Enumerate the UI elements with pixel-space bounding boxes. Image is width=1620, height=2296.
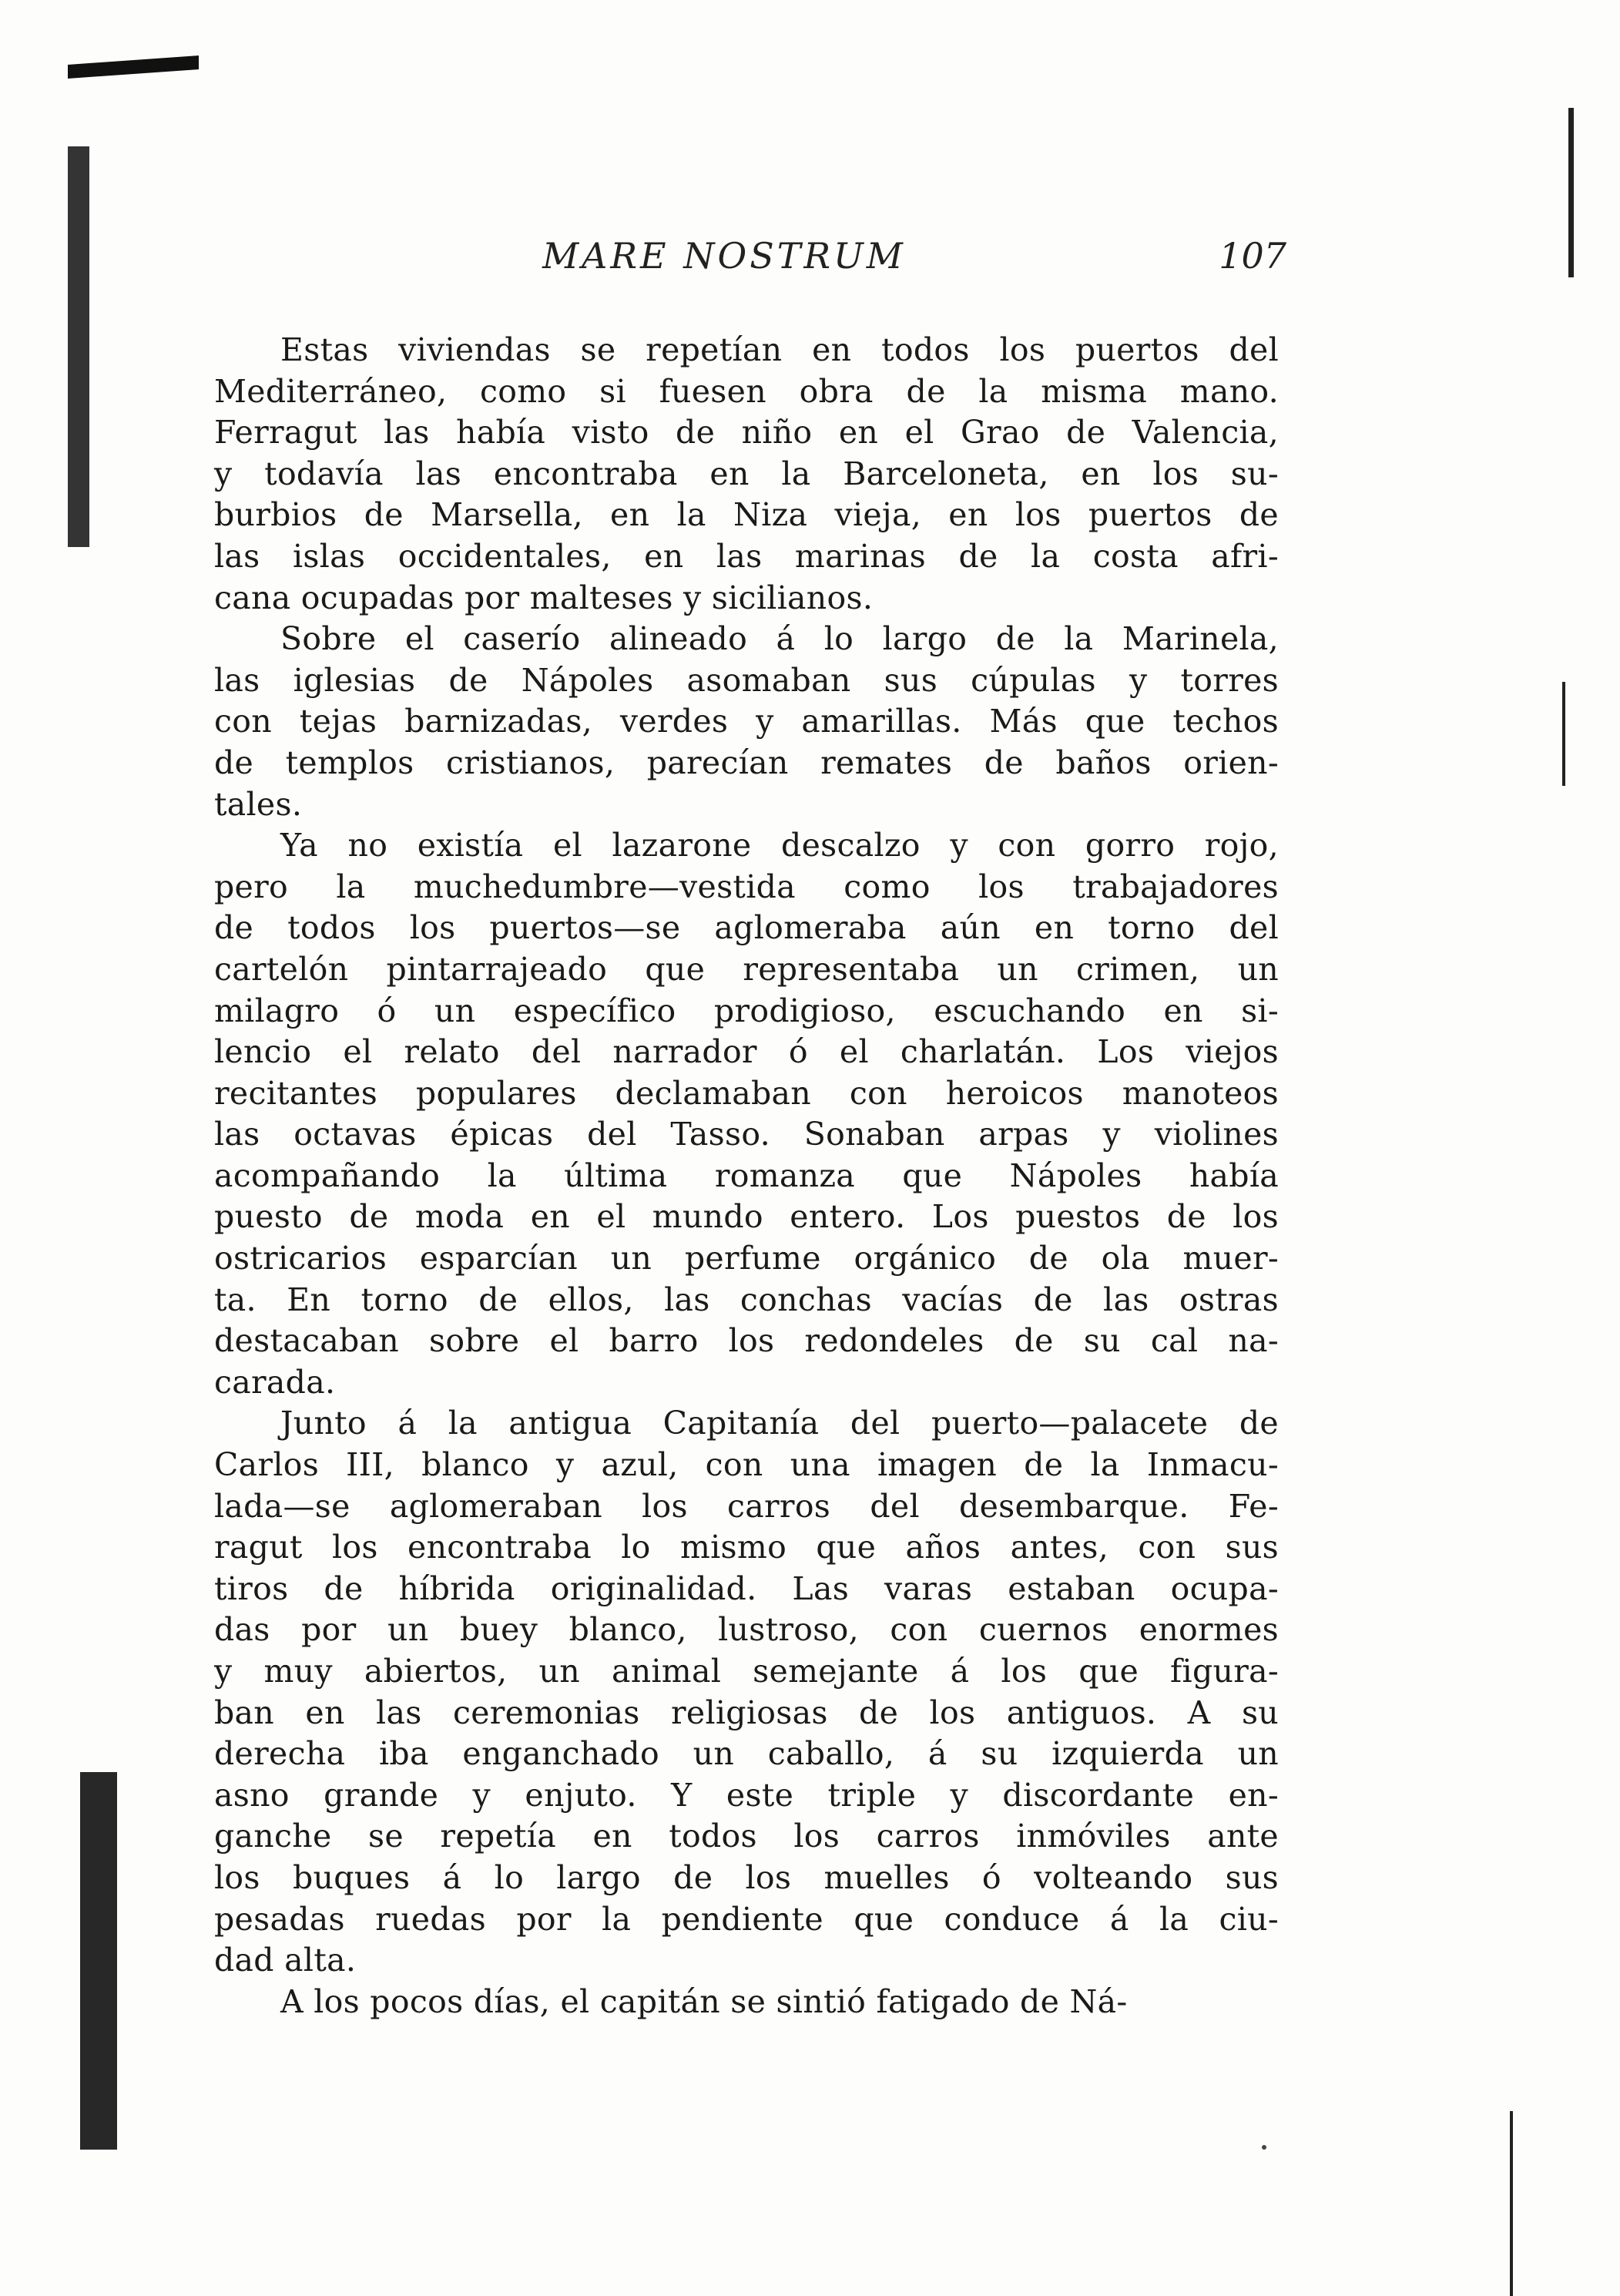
text-line: Mediterráneo, como si fuesen obra de la misma mano. bbox=[214, 372, 1279, 410]
page-number: 107 bbox=[1219, 235, 1286, 277]
text-line: Carlos III, blanco y azul, con una imagen de la Inmacu- bbox=[214, 1446, 1279, 1484]
text-line: tiros de híbrida originalidad. Las varas estaban ocupa- bbox=[214, 1569, 1279, 1607]
scan-edge-mark-left-lower bbox=[80, 1772, 117, 2150]
text-line: carada. bbox=[214, 1363, 336, 1401]
text-line: de templos cristianos, parecían remates de baños orien- bbox=[214, 744, 1279, 781]
scan-edge-line-right-mid bbox=[1562, 682, 1565, 786]
text-line: ragut los encontraba lo mismo que años antes, con sus bbox=[214, 1529, 1279, 1566]
text-line: ganche se repetía en todos los carros inmóviles ante bbox=[214, 1818, 1279, 1855]
text-line: cana ocupadas por malteses y sicilianos. bbox=[214, 579, 874, 616]
text-line: destacaban sobre el barro los redondeles de su cal na- bbox=[214, 1322, 1279, 1360]
text-line: asno grande y enjuto. Y este triple y discordante en- bbox=[214, 1776, 1279, 1814]
text-line: puesto de moda en el mundo entero. Los puestos de los bbox=[214, 1198, 1279, 1236]
text-line: Ferragut las había visto de niño en el Grao de Valencia, bbox=[214, 414, 1279, 451]
text-line: das por un buey blanco, lustroso, con cuernos enormes bbox=[214, 1611, 1279, 1649]
text-line: lencio el relato del narrador ó el charlatán. Los viejos bbox=[214, 1033, 1279, 1071]
text-line: las islas occidentales, en las marinas de la costa afri- bbox=[214, 537, 1279, 575]
text-line: Ya no existía el lazarone descalzo y con gorro rojo, bbox=[280, 827, 1279, 864]
body-text bbox=[214, 330, 1279, 2022]
text-line: derecha iba enganchado un caballo, á su izquierda un bbox=[214, 1735, 1279, 1773]
text-line: tales. bbox=[214, 785, 303, 823]
scan-edge-mark-left-upper bbox=[68, 146, 89, 547]
text-line: Sobre el caserío alineado á lo largo de la Marinela, bbox=[280, 620, 1279, 658]
text-line: ta. En torno de ellos, las conchas vacías de las ostras bbox=[214, 1281, 1279, 1318]
text-line: de todos los puertos—se aglomeraba aún en torno del bbox=[214, 909, 1279, 947]
text-line: Junto á la antigua Capitanía del puerto—palacete de bbox=[280, 1405, 1279, 1442]
text-line: ban en las ceremonias religiosas de los antiguos. A su bbox=[214, 1693, 1279, 1731]
scan-edge-line-right-bottom bbox=[1510, 2111, 1513, 2296]
scan-edge-line-right-top bbox=[1568, 108, 1574, 277]
text-line: acompañando la última romanza que Nápoles había bbox=[214, 1156, 1279, 1194]
text-line: burbios de Marsella, en la Niza vieja, en los puertos de bbox=[214, 496, 1279, 534]
text-line: recitantes populares declamaban con heroicos manoteos bbox=[214, 1074, 1279, 1112]
scan-speck bbox=[1262, 2145, 1266, 2150]
text-line: Estas viviendas se repetían en todos los puertos del bbox=[280, 331, 1279, 368]
text-line: lada—se aglomeraban los carros del desembarque. Fe- bbox=[214, 1487, 1279, 1525]
text-line: milagro ó un específico prodigioso, escuchando en si- bbox=[214, 992, 1279, 1029]
text-line: y todavía las encontraba en la Barceloneta, en los su- bbox=[214, 455, 1279, 492]
text-line: dad alta. bbox=[214, 1942, 357, 1979]
text-line: y muy abiertos, un animal semejante á los que figura- bbox=[214, 1653, 1279, 1690]
scan-edge-mark-top bbox=[68, 55, 199, 79]
running-header-title: MARE NOSTRUM bbox=[542, 235, 906, 277]
text-line: ostricarios esparcían un perfume orgánico de ola muer- bbox=[214, 1240, 1279, 1277]
text-line: cartelón pintarrajeado que representaba un crimen, un bbox=[214, 950, 1279, 988]
text-line: con tejas barnizadas, verdes y amarillas. Más que techos bbox=[214, 703, 1279, 740]
text-line: pesadas ruedas por la pendiente que conduce á la ciu- bbox=[214, 1900, 1279, 1938]
text-line: las octavas épicas del Tasso. Sonaban arpas y violines bbox=[214, 1116, 1279, 1153]
text-line: los buques á lo largo de los muelles ó volteando sus bbox=[214, 1858, 1279, 1896]
text-line: pero la muchedumbre—vestida como los trabajadores bbox=[214, 868, 1279, 905]
text-line: las iglesias de Nápoles asomaban sus cúpulas y torres bbox=[214, 661, 1279, 699]
text-line: A los pocos días, el capitán se sintió fatigado de Ná- bbox=[280, 1982, 1128, 2020]
